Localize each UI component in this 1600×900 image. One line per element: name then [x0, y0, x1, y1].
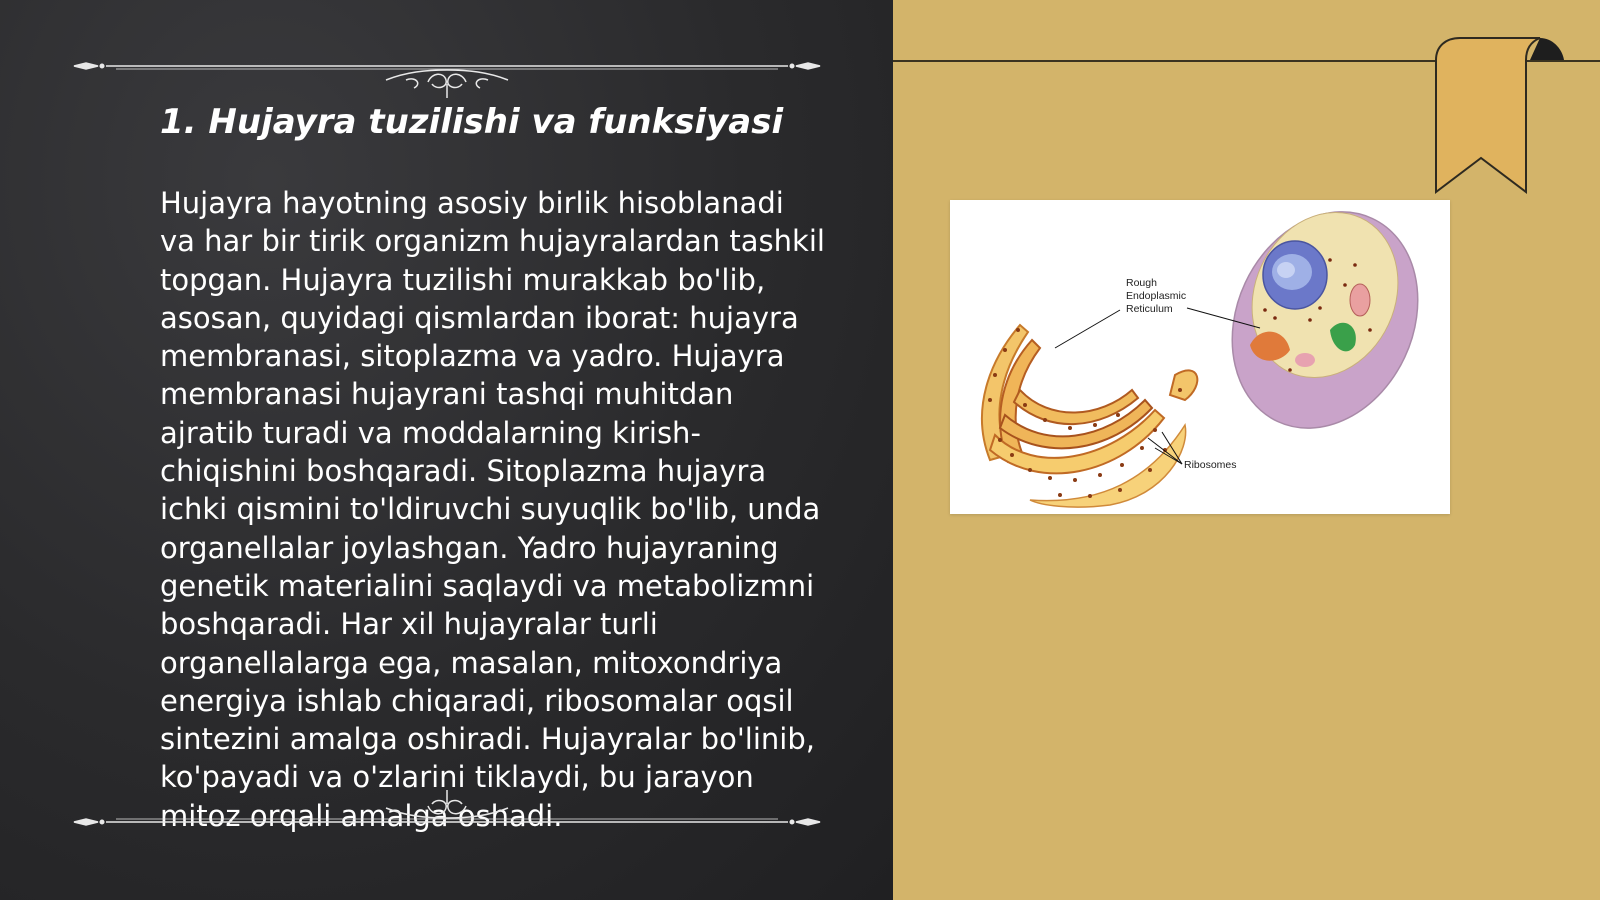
top-ornament-divider	[66, 42, 828, 102]
label-reticulum: Reticulum	[1126, 303, 1173, 315]
bottom-ornament-divider	[66, 782, 828, 842]
label-ribosomes: Ribosomes	[1184, 459, 1237, 471]
cell-diagram-illustration	[950, 200, 1450, 514]
cell-diagram-image	[950, 200, 1450, 514]
bookmark-ribbon-icon	[1430, 36, 1566, 196]
rough-er-drawing	[982, 325, 1197, 507]
slide-body-text: Hujayra hayotning asosiy birlik hisoblanadi va har bir tirik organizm hujayralardan tashkil topgan. Hujayra tuzilishi murakkab bo'lib, asosan, quyidagi qismlardan iborat: hujayra membranasi, sitoplazma va yadro. Hujayra membranasi hujayrani tashqi muhitdan ajratib turadi va moddalarning kirish-chiqishini boshqaradi. Sitoplazma hujayra ichki qismini to'ldiruvchi suyuqlik bo'lib, unda organellalar joylashgan. Yadro hujayraning genetik materialini saqlaydi va metabolizmni boshqaradi. Har xil hujayralar turli organellalarga ega, masalan, mitoxondriya energiya ishlab chiqaradi, ribosomalar oqsil sintezini amalga oshiradi. Hujayralar bo'linib, ko'payadi va o'zlarini tiklaydi, bu jarayon mitoz orqali amalga oshadi.	[160, 186, 825, 833]
label-endoplasmic: Endoplasmic	[1126, 290, 1187, 302]
label-rough: Rough	[1126, 277, 1157, 289]
cell-drawing	[1198, 200, 1450, 459]
slide-title: 1. Hujayra tuzilishi va funksiyasi	[160, 102, 784, 142]
